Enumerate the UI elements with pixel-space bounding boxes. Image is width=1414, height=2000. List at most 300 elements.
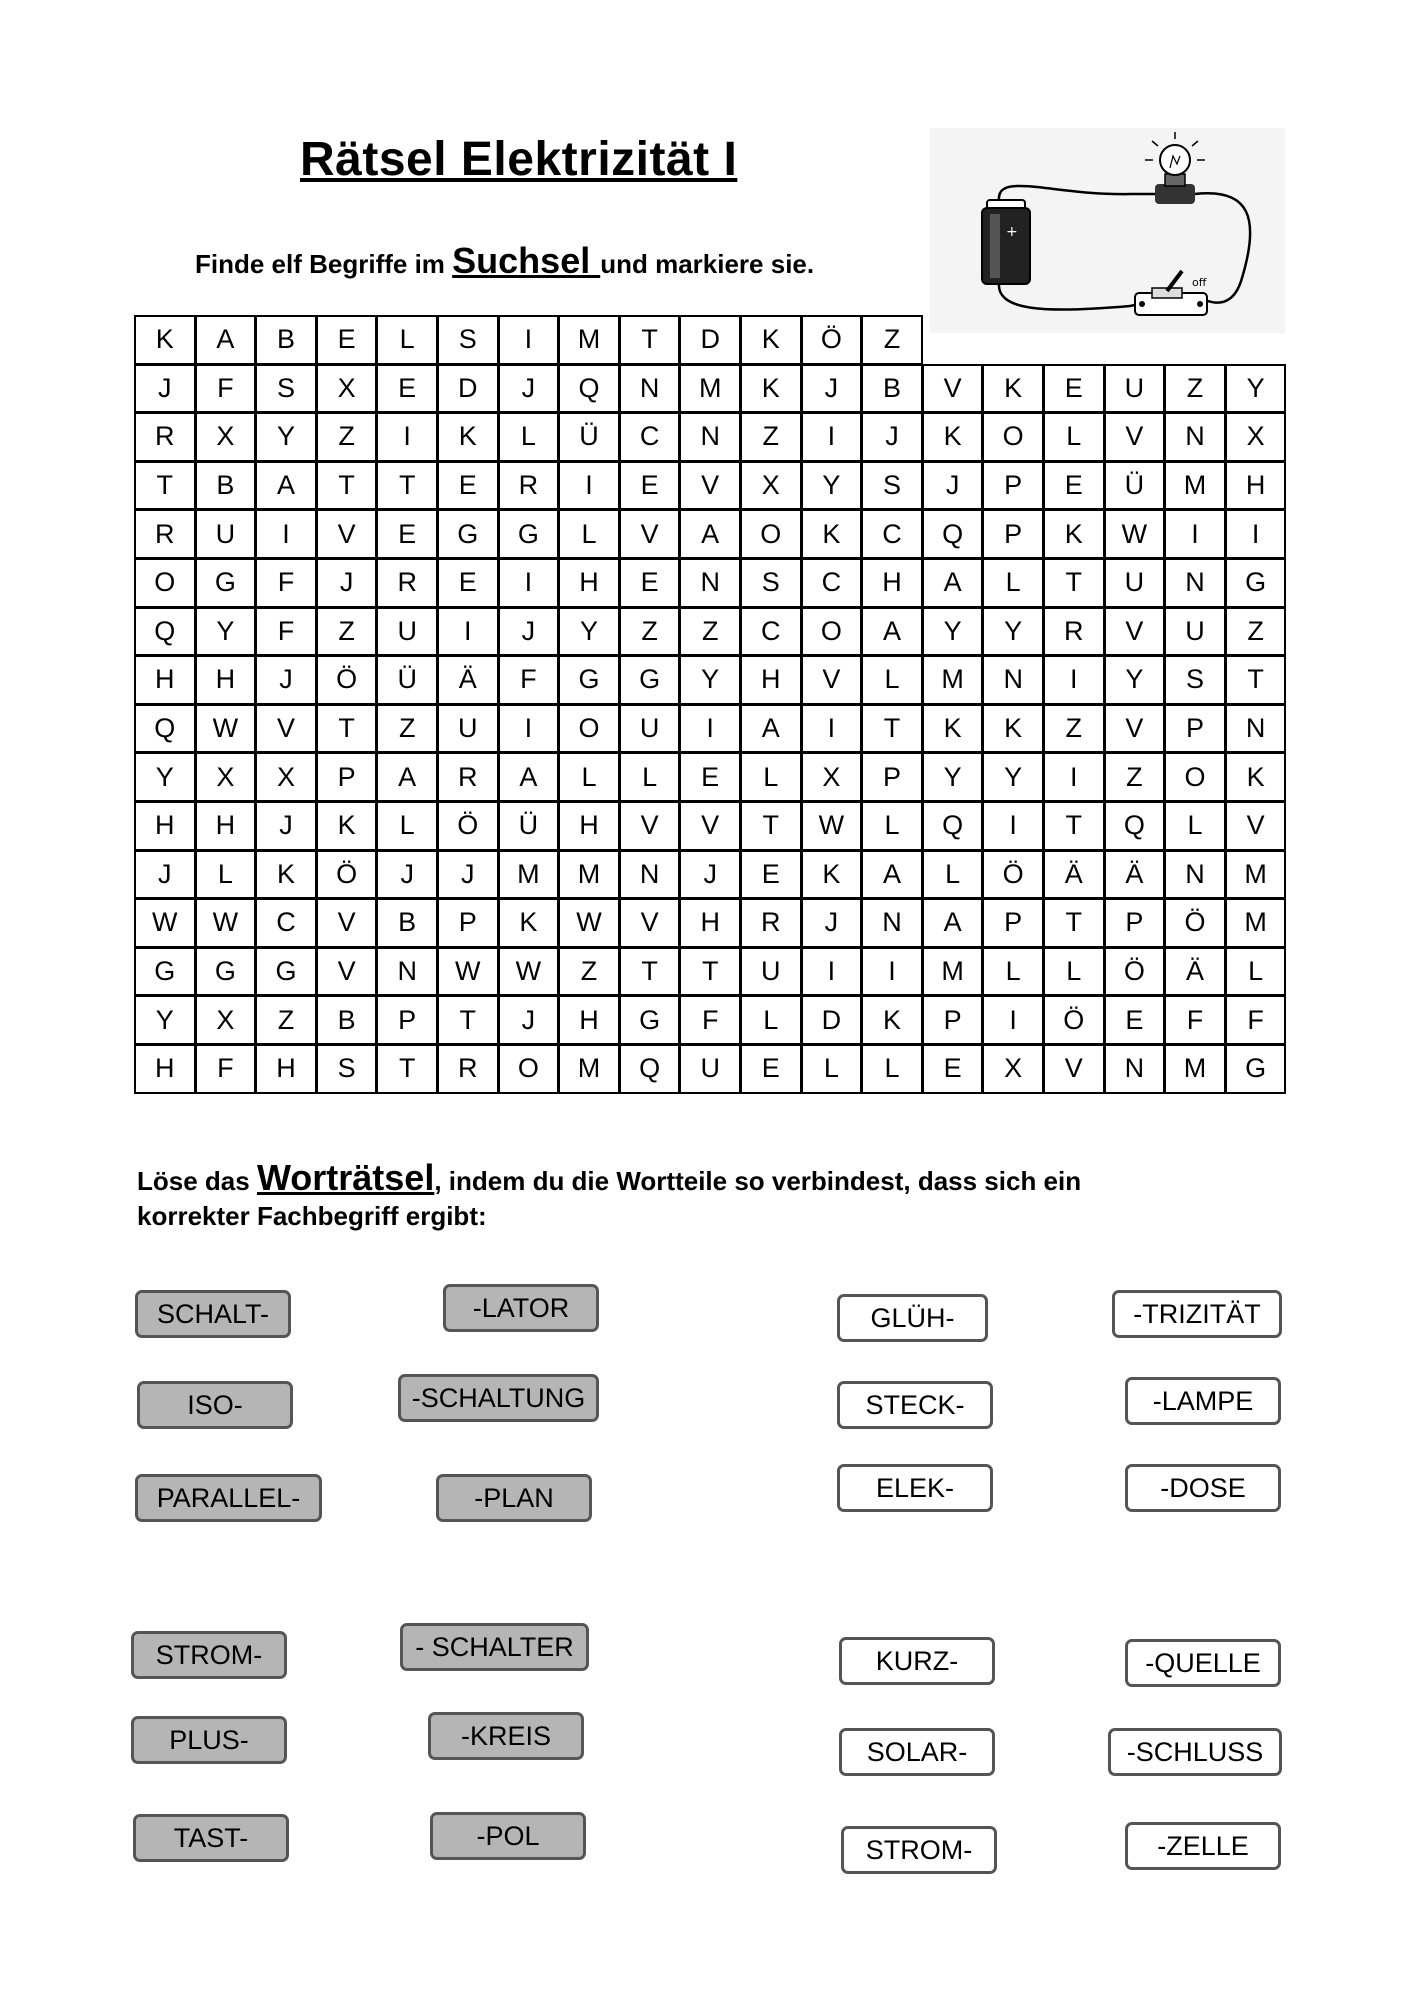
grid-cell[interactable]: V [619, 898, 681, 948]
grid-cell[interactable]: O [558, 704, 620, 754]
grid-cell[interactable]: P [1104, 898, 1166, 948]
grid-cell[interactable]: N [376, 947, 438, 997]
grid-cell[interactable]: X [801, 752, 863, 802]
grid-cell[interactable]: Ä [1164, 947, 1226, 997]
grid-cell[interactable]: K [861, 995, 923, 1045]
grid-cell[interactable]: J [861, 412, 923, 462]
grid-cell[interactable]: Z [316, 412, 378, 462]
grid-cell[interactable]: J [255, 655, 317, 705]
grid-cell[interactable]: Y [255, 412, 317, 462]
grid-cell[interactable]: C [740, 607, 802, 657]
grid-cell[interactable]: H [134, 655, 196, 705]
grid-cell[interactable]: D [437, 364, 499, 414]
grid-cell[interactable]: T [1043, 558, 1105, 608]
grid-cell[interactable]: L [619, 752, 681, 802]
grid-cell[interactable]: Ö [1104, 947, 1166, 997]
grid-cell[interactable]: B [195, 461, 257, 511]
grid-cell[interactable]: X [195, 412, 257, 462]
grid-cell[interactable]: Z [1225, 607, 1287, 657]
grid-cell[interactable]: A [740, 704, 802, 754]
grid-cell[interactable]: J [679, 850, 741, 900]
grid-cell[interactable]: A [861, 850, 923, 900]
word-part-chip[interactable]: -ZELLE [1125, 1822, 1281, 1870]
grid-cell[interactable]: S [1164, 655, 1226, 705]
grid-cell[interactable]: P [861, 752, 923, 802]
grid-cell[interactable]: O [498, 1044, 560, 1094]
grid-cell[interactable]: L [558, 509, 620, 559]
grid-cell[interactable]: W [437, 947, 499, 997]
word-part-chip[interactable]: -LATOR [443, 1284, 599, 1332]
grid-cell[interactable]: V [1104, 607, 1166, 657]
word-part-chip[interactable]: -POL [430, 1812, 586, 1860]
grid-cell[interactable]: X [255, 752, 317, 802]
grid-cell[interactable]: Z [1164, 364, 1226, 414]
grid-cell[interactable]: E [740, 1044, 802, 1094]
grid-cell[interactable]: V [679, 801, 741, 851]
grid-cell[interactable]: E [1043, 461, 1105, 511]
grid-cell[interactable]: L [861, 801, 923, 851]
grid-cell[interactable]: M [1225, 898, 1287, 948]
grid-cell[interactable]: P [376, 995, 438, 1045]
grid-cell[interactable]: K [982, 364, 1044, 414]
grid-cell[interactable]: H [558, 558, 620, 608]
grid-cell[interactable]: I [1225, 509, 1287, 559]
grid-cell[interactable]: G [134, 947, 196, 997]
grid-cell[interactable]: F [1225, 995, 1287, 1045]
grid-cell[interactable]: I [982, 995, 1044, 1045]
grid-cell[interactable]: U [619, 704, 681, 754]
grid-cell[interactable]: J [316, 558, 378, 608]
grid-cell[interactable]: H [558, 995, 620, 1045]
grid-cell[interactable]: Y [1104, 655, 1166, 705]
grid-cell[interactable]: X [195, 752, 257, 802]
grid-cell[interactable]: G [619, 655, 681, 705]
grid-cell[interactable]: K [134, 315, 196, 365]
grid-cell[interactable]: L [376, 801, 438, 851]
grid-cell[interactable]: E [679, 752, 741, 802]
grid-cell[interactable]: I [255, 509, 317, 559]
grid-cell[interactable]: U [437, 704, 499, 754]
grid-cell[interactable]: U [1104, 364, 1166, 414]
grid-cell[interactable]: A [922, 898, 984, 948]
grid-cell[interactable]: V [316, 509, 378, 559]
grid-cell[interactable]: K [801, 850, 863, 900]
grid-cell[interactable]: P [982, 509, 1044, 559]
grid-cell[interactable]: K [922, 412, 984, 462]
grid-cell[interactable]: P [982, 461, 1044, 511]
grid-cell[interactable]: A [861, 607, 923, 657]
grid-cell[interactable]: U [376, 607, 438, 657]
grid-cell[interactable]: L [982, 947, 1044, 997]
grid-cell[interactable]: T [861, 704, 923, 754]
grid-cell[interactable]: X [982, 1044, 1044, 1094]
word-part-chip[interactable]: -QUELLE [1125, 1639, 1281, 1687]
grid-cell[interactable]: R [740, 898, 802, 948]
grid-cell[interactable]: O [134, 558, 196, 608]
grid-cell[interactable]: M [558, 850, 620, 900]
grid-cell[interactable]: W [134, 898, 196, 948]
grid-cell[interactable]: I [801, 704, 863, 754]
grid-cell[interactable]: Y [1225, 364, 1287, 414]
grid-cell[interactable]: U [1104, 558, 1166, 608]
grid-cell[interactable]: J [376, 850, 438, 900]
word-part-chip[interactable]: -TRIZITÄT [1112, 1290, 1282, 1338]
grid-cell[interactable]: E [376, 509, 438, 559]
grid-cell[interactable]: Q [134, 607, 196, 657]
word-part-chip[interactable]: ELEK- [837, 1464, 993, 1512]
grid-cell[interactable]: T [437, 995, 499, 1045]
grid-cell[interactable]: Q [558, 364, 620, 414]
grid-cell[interactable]: K [982, 704, 1044, 754]
grid-cell[interactable]: P [922, 995, 984, 1045]
grid-cell[interactable]: G [437, 509, 499, 559]
grid-cell[interactable]: T [134, 461, 196, 511]
grid-cell[interactable]: Y [922, 752, 984, 802]
grid-cell[interactable]: V [679, 461, 741, 511]
grid-cell[interactable]: R [1043, 607, 1105, 657]
grid-cell[interactable]: L [1225, 947, 1287, 997]
word-part-chip[interactable]: -LAMPE [1125, 1377, 1281, 1425]
grid-cell[interactable]: F [1164, 995, 1226, 1045]
grid-cell[interactable]: T [679, 947, 741, 997]
grid-cell[interactable]: J [134, 364, 196, 414]
grid-cell[interactable]: Z [1043, 704, 1105, 754]
grid-cell[interactable]: A [922, 558, 984, 608]
grid-cell[interactable]: R [437, 752, 499, 802]
grid-cell[interactable]: L [861, 655, 923, 705]
grid-cell[interactable]: A [376, 752, 438, 802]
grid-cell[interactable]: W [801, 801, 863, 851]
grid-cell[interactable]: N [861, 898, 923, 948]
grid-cell[interactable]: G [195, 947, 257, 997]
grid-cell[interactable]: J [255, 801, 317, 851]
grid-cell[interactable]: L [861, 1044, 923, 1094]
grid-cell[interactable]: J [498, 364, 560, 414]
grid-cell[interactable]: W [195, 704, 257, 754]
grid-cell[interactable]: K [437, 412, 499, 462]
grid-cell[interactable]: T [1225, 655, 1287, 705]
grid-cell[interactable]: C [861, 509, 923, 559]
grid-cell[interactable]: B [255, 315, 317, 365]
grid-cell[interactable]: Ö [1043, 995, 1105, 1045]
grid-cell[interactable]: R [134, 509, 196, 559]
grid-cell[interactable]: I [498, 315, 560, 365]
grid-cell[interactable]: J [134, 850, 196, 900]
grid-cell[interactable]: Y [982, 607, 1044, 657]
word-part-chip[interactable]: SOLAR- [839, 1728, 995, 1776]
word-part-chip[interactable]: STECK- [837, 1381, 993, 1429]
grid-cell[interactable]: K [498, 898, 560, 948]
grid-cell[interactable]: A [255, 461, 317, 511]
grid-cell[interactable]: N [1164, 850, 1226, 900]
grid-cell[interactable]: C [801, 558, 863, 608]
grid-cell[interactable]: E [740, 850, 802, 900]
grid-cell[interactable]: F [255, 607, 317, 657]
grid-cell[interactable]: X [740, 461, 802, 511]
grid-cell[interactable]: L [740, 995, 802, 1045]
word-part-chip[interactable]: -SCHLUSS [1108, 1728, 1282, 1776]
grid-cell[interactable]: N [1164, 412, 1226, 462]
word-part-chip[interactable]: KURZ- [839, 1637, 995, 1685]
grid-cell[interactable]: F [255, 558, 317, 608]
grid-cell[interactable]: L [195, 850, 257, 900]
grid-cell[interactable]: V [619, 801, 681, 851]
grid-cell[interactable]: X [316, 364, 378, 414]
grid-cell[interactable]: O [982, 412, 1044, 462]
grid-cell[interactable]: O [801, 607, 863, 657]
grid-cell[interactable]: Y [195, 607, 257, 657]
grid-cell[interactable]: L [740, 752, 802, 802]
grid-cell[interactable]: Y [922, 607, 984, 657]
grid-cell[interactable]: Ü [1104, 461, 1166, 511]
word-part-chip[interactable]: -KREIS [428, 1712, 584, 1760]
word-part-chip[interactable]: ISO- [137, 1381, 293, 1429]
grid-cell[interactable]: W [195, 898, 257, 948]
grid-cell[interactable]: Z [1104, 752, 1166, 802]
grid-cell[interactable]: V [1104, 412, 1166, 462]
grid-cell[interactable]: L [982, 558, 1044, 608]
grid-cell[interactable]: M [558, 1044, 620, 1094]
grid-cell[interactable]: Z [619, 607, 681, 657]
word-part-chip[interactable]: SCHALT- [135, 1290, 291, 1338]
grid-cell[interactable]: H [195, 801, 257, 851]
grid-cell[interactable]: F [679, 995, 741, 1045]
grid-cell[interactable]: Q [619, 1044, 681, 1094]
grid-cell[interactable]: P [316, 752, 378, 802]
grid-cell[interactable]: B [376, 898, 438, 948]
grid-cell[interactable]: I [982, 801, 1044, 851]
grid-cell[interactable]: M [558, 315, 620, 365]
grid-cell[interactable]: E [376, 364, 438, 414]
grid-cell[interactable]: O [740, 509, 802, 559]
grid-cell[interactable]: I [679, 704, 741, 754]
grid-cell[interactable]: J [498, 607, 560, 657]
grid-cell[interactable]: H [679, 898, 741, 948]
word-part-chip[interactable]: -DOSE [1125, 1464, 1281, 1512]
grid-cell[interactable]: V [316, 898, 378, 948]
grid-cell[interactable]: V [619, 509, 681, 559]
grid-cell[interactable]: T [376, 1044, 438, 1094]
grid-cell[interactable]: V [801, 655, 863, 705]
grid-cell[interactable]: V [922, 364, 984, 414]
grid-cell[interactable]: E [922, 1044, 984, 1094]
grid-cell[interactable]: K [1043, 509, 1105, 559]
grid-cell[interactable]: O [1164, 752, 1226, 802]
grid-cell[interactable]: Ü [376, 655, 438, 705]
grid-cell[interactable]: I [1043, 655, 1105, 705]
grid-cell[interactable]: I [801, 412, 863, 462]
grid-cell[interactable]: N [619, 364, 681, 414]
grid-cell[interactable]: T [1043, 898, 1105, 948]
grid-cell[interactable]: H [558, 801, 620, 851]
grid-cell[interactable]: E [316, 315, 378, 365]
grid-cell[interactable]: F [498, 655, 560, 705]
grid-cell[interactable]: S [740, 558, 802, 608]
grid-cell[interactable]: G [1225, 558, 1287, 608]
grid-cell[interactable]: S [255, 364, 317, 414]
grid-cell[interactable]: Ü [498, 801, 560, 851]
grid-cell[interactable]: V [1043, 1044, 1105, 1094]
grid-cell[interactable]: H [134, 801, 196, 851]
grid-cell[interactable]: N [1225, 704, 1287, 754]
grid-cell[interactable]: I [801, 947, 863, 997]
grid-cell[interactable]: U [1164, 607, 1226, 657]
grid-cell[interactable]: B [861, 364, 923, 414]
grid-cell[interactable]: X [1225, 412, 1287, 462]
grid-cell[interactable]: P [437, 898, 499, 948]
grid-cell[interactable]: Y [134, 995, 196, 1045]
grid-cell[interactable]: L [1043, 412, 1105, 462]
word-part-chip[interactable]: GLÜH- [837, 1294, 988, 1342]
grid-cell[interactable]: K [801, 509, 863, 559]
grid-cell[interactable]: M [1164, 461, 1226, 511]
grid-cell[interactable]: Q [134, 704, 196, 754]
grid-cell[interactable]: L [1164, 801, 1226, 851]
grid-cell[interactable]: N [982, 655, 1044, 705]
grid-cell[interactable]: V [255, 704, 317, 754]
grid-cell[interactable]: G [619, 995, 681, 1045]
grid-cell[interactable]: K [740, 364, 802, 414]
grid-cell[interactable]: H [255, 1044, 317, 1094]
word-part-chip[interactable]: TAST- [133, 1814, 289, 1862]
grid-cell[interactable]: A [679, 509, 741, 559]
grid-cell[interactable]: W [558, 898, 620, 948]
grid-cell[interactable]: W [498, 947, 560, 997]
grid-cell[interactable]: K [740, 315, 802, 365]
grid-cell[interactable]: M [1225, 850, 1287, 900]
grid-cell[interactable]: L [801, 1044, 863, 1094]
grid-cell[interactable]: J [801, 364, 863, 414]
grid-cell[interactable]: Ö [316, 850, 378, 900]
grid-cell[interactable]: N [679, 558, 741, 608]
grid-cell[interactable]: R [498, 461, 560, 511]
grid-cell[interactable]: N [1104, 1044, 1166, 1094]
grid-cell[interactable]: W [1104, 509, 1166, 559]
grid-cell[interactable]: K [316, 801, 378, 851]
grid-cell[interactable]: Q [1104, 801, 1166, 851]
grid-cell[interactable]: Z [740, 412, 802, 462]
grid-cell[interactable]: Y [134, 752, 196, 802]
grid-cell[interactable]: N [619, 850, 681, 900]
grid-cell[interactable]: J [498, 995, 560, 1045]
grid-cell[interactable]: V [1225, 801, 1287, 851]
grid-cell[interactable]: S [437, 315, 499, 365]
grid-cell[interactable]: D [801, 995, 863, 1045]
grid-cell[interactable]: Ä [437, 655, 499, 705]
grid-cell[interactable]: B [316, 995, 378, 1045]
grid-cell[interactable]: Z [679, 607, 741, 657]
grid-cell[interactable]: M [679, 364, 741, 414]
grid-cell[interactable]: H [1225, 461, 1287, 511]
grid-cell[interactable]: I [376, 412, 438, 462]
grid-cell[interactable]: E [619, 558, 681, 608]
grid-cell[interactable]: T [619, 947, 681, 997]
grid-cell[interactable]: Ö [801, 315, 863, 365]
grid-cell[interactable]: R [134, 412, 196, 462]
grid-cell[interactable]: Y [801, 461, 863, 511]
grid-cell[interactable]: P [1164, 704, 1226, 754]
grid-cell[interactable]: V [1104, 704, 1166, 754]
grid-cell[interactable]: Ü [558, 412, 620, 462]
grid-cell[interactable]: G [558, 655, 620, 705]
grid-cell[interactable]: E [1043, 364, 1105, 414]
grid-cell[interactable]: X [195, 995, 257, 1045]
grid-cell[interactable]: N [1164, 558, 1226, 608]
grid-cell[interactable]: J [801, 898, 863, 948]
grid-cell[interactable]: T [316, 704, 378, 754]
grid-cell[interactable]: D [679, 315, 741, 365]
grid-cell[interactable]: L [498, 412, 560, 462]
grid-cell[interactable]: Z [861, 315, 923, 365]
grid-cell[interactable]: Y [679, 655, 741, 705]
grid-cell[interactable]: T [619, 315, 681, 365]
grid-cell[interactable]: Y [558, 607, 620, 657]
grid-cell[interactable]: I [437, 607, 499, 657]
grid-cell[interactable]: Ö [316, 655, 378, 705]
grid-cell[interactable]: Y [982, 752, 1044, 802]
grid-cell[interactable]: I [498, 558, 560, 608]
word-part-chip[interactable]: PLUS- [131, 1716, 287, 1764]
grid-cell[interactable]: Z [255, 995, 317, 1045]
word-part-chip[interactable]: - SCHALTER [400, 1623, 589, 1671]
grid-cell[interactable]: Ö [982, 850, 1044, 900]
grid-cell[interactable]: E [437, 558, 499, 608]
grid-cell[interactable]: U [679, 1044, 741, 1094]
grid-cell[interactable]: E [437, 461, 499, 511]
grid-cell[interactable]: Z [376, 704, 438, 754]
grid-cell[interactable]: I [861, 947, 923, 997]
word-part-chip[interactable]: -PLAN [436, 1474, 592, 1522]
grid-cell[interactable]: A [498, 752, 560, 802]
grid-cell[interactable]: L [376, 315, 438, 365]
grid-cell[interactable]: U [195, 509, 257, 559]
grid-cell[interactable]: C [255, 898, 317, 948]
grid-cell[interactable]: J [437, 850, 499, 900]
grid-cell[interactable]: F [195, 1044, 257, 1094]
grid-cell[interactable]: M [1164, 1044, 1226, 1094]
grid-cell[interactable]: I [558, 461, 620, 511]
grid-cell[interactable]: C [619, 412, 681, 462]
grid-cell[interactable]: Q [922, 509, 984, 559]
word-part-chip[interactable]: STROM- [841, 1826, 997, 1874]
grid-cell[interactable]: I [498, 704, 560, 754]
grid-cell[interactable]: M [498, 850, 560, 900]
grid-cell[interactable]: G [1225, 1044, 1287, 1094]
grid-cell[interactable]: Ä [1104, 850, 1166, 900]
grid-cell[interactable]: R [437, 1044, 499, 1094]
grid-cell[interactable]: Ä [1043, 850, 1105, 900]
grid-cell[interactable]: T [1043, 801, 1105, 851]
grid-cell[interactable]: T [316, 461, 378, 511]
grid-cell[interactable]: Z [316, 607, 378, 657]
word-part-chip[interactable]: STROM- [131, 1631, 287, 1679]
word-part-chip[interactable]: PARALLEL- [135, 1474, 322, 1522]
grid-cell[interactable]: Ö [1164, 898, 1226, 948]
grid-cell[interactable]: Ö [437, 801, 499, 851]
grid-cell[interactable]: Q [922, 801, 984, 851]
grid-cell[interactable]: E [619, 461, 681, 511]
grid-cell[interactable]: K [255, 850, 317, 900]
grid-cell[interactable]: U [740, 947, 802, 997]
grid-cell[interactable]: F [195, 364, 257, 414]
grid-cell[interactable]: I [1164, 509, 1226, 559]
grid-cell[interactable]: K [922, 704, 984, 754]
grid-cell[interactable]: G [195, 558, 257, 608]
grid-cell[interactable]: L [558, 752, 620, 802]
grid-cell[interactable]: K [1225, 752, 1287, 802]
grid-cell[interactable]: H [134, 1044, 196, 1094]
grid-cell[interactable]: T [376, 461, 438, 511]
